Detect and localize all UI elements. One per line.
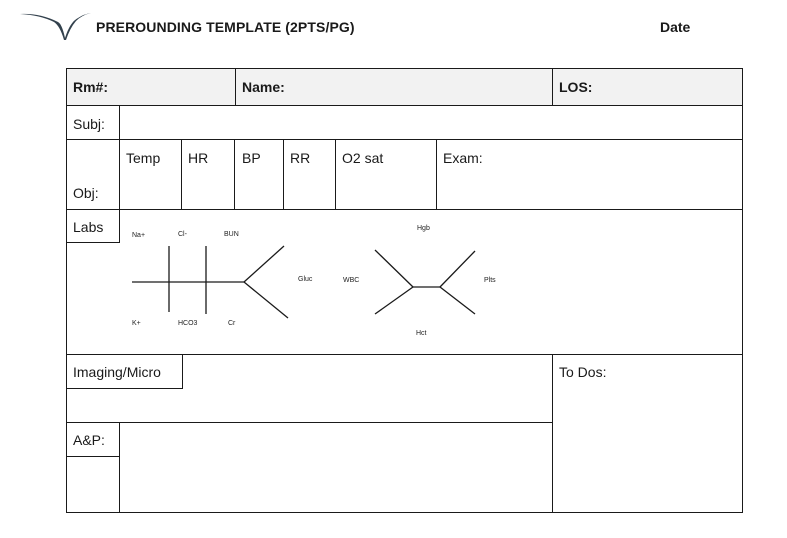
to-dos-label: To Dos: <box>559 364 607 380</box>
room-number-label: Rm#: <box>73 79 109 95</box>
vital-rr-label: RR <box>290 150 311 166</box>
bmp-bicarbonate-label: HCO3 <box>178 320 198 327</box>
assessment-plan-label: A&P: <box>73 432 105 448</box>
bmp-glucose-label: Gluc <box>298 276 313 283</box>
cbc-hematocrit-label: Hct <box>416 330 427 337</box>
cbc-fishbone <box>375 250 475 314</box>
bmp-fishbone <box>132 246 288 318</box>
patient-name-label: Name: <box>242 79 285 95</box>
cbc-hemoglobin-label: Hgb <box>417 225 430 232</box>
exam-label: Exam: <box>443 150 483 166</box>
bmp-potassium-label: K+ <box>132 320 141 327</box>
bmp-chloride-label: Cl- <box>178 231 187 238</box>
labs-label: Labs <box>73 219 104 235</box>
vital-temp-label: Temp <box>126 150 161 166</box>
bmp-bun-label: BUN <box>224 231 239 238</box>
vital-o2-sat-label: O2 sat <box>342 150 384 166</box>
vital-hr-label: HR <box>188 150 209 166</box>
date-label: Date <box>660 19 691 35</box>
objective-label: Obj: <box>73 185 99 201</box>
wing-logo-icon <box>18 10 92 40</box>
lab-skeletons <box>66 68 743 513</box>
cbc-platelets-label: Plts <box>484 277 496 284</box>
prerounding-form <box>66 68 743 513</box>
bmp-sodium-label: Na+ <box>132 232 146 239</box>
vital-bp-label: BP <box>242 150 261 166</box>
bmp-creatinine-label: Cr <box>228 320 236 327</box>
document-title: PREROUNDING TEMPLATE (2PTS/PG) <box>96 19 355 35</box>
subjective-label: Subj: <box>73 116 105 132</box>
imaging-micro-label: Imaging/Micro <box>73 364 161 380</box>
length-of-stay-label: LOS: <box>559 79 593 95</box>
cbc-wbc-label: WBC <box>343 277 360 284</box>
